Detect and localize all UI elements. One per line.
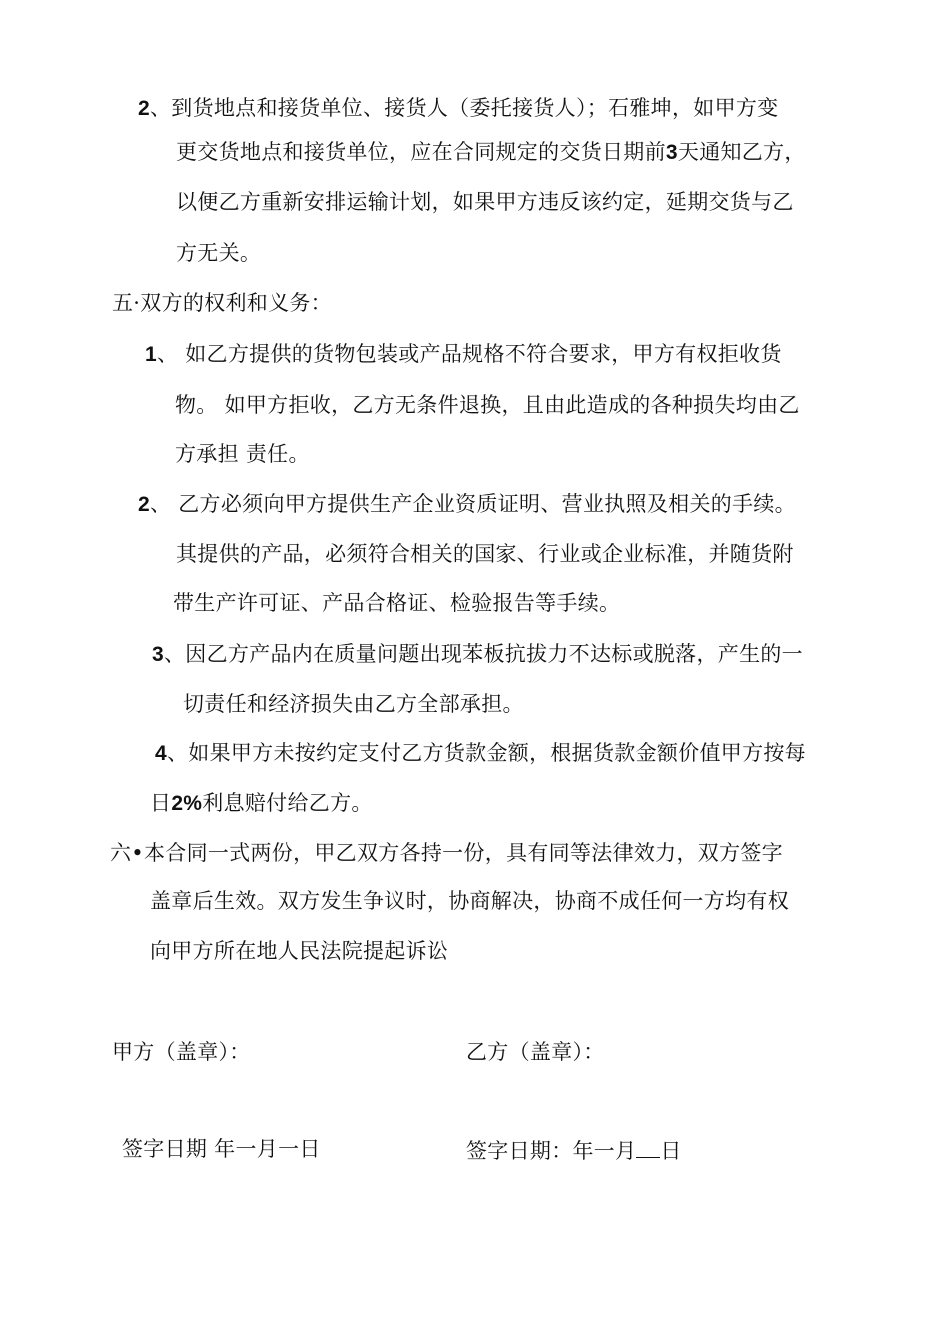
- party-a-date-label: 签字日期 年一月一日: [122, 1137, 321, 1161]
- s5-item1-line3: 方承担 责任。: [175, 442, 310, 466]
- s4-item2-line3: 以便乙方重新安排运输计划，如果甲方违反该约定，延期交货与乙: [176, 190, 794, 214]
- s5-item1-line1: 1、 如乙方提供的货物包装或产品规格不符合要求，甲方有权拒收货: [145, 342, 782, 366]
- s6-line2: 盖章后生效。双方发生争议时，协商解决，协商不成任何一方均有权: [150, 889, 789, 913]
- s5-item4-line2: 日2%利息赔付给乙方。: [150, 791, 373, 815]
- s4-item2-line1: 2、到货地点和接货单位、接货人（委托接货人）；石雅坤，如甲方变: [138, 96, 779, 120]
- date-blank-line: [636, 1135, 660, 1158]
- s6-line3: 向甲方所在地人民法院提起诉讼: [150, 939, 449, 963]
- section5-heading: 五·双方的权利和义务：: [112, 291, 332, 315]
- party-b-date-label: 签字日期：年一月 日: [466, 1135, 682, 1165]
- s5-item2-line3: 带生产许可证、产品合格证、检验报告等手续。: [173, 591, 621, 615]
- s4-item2-line4: 方无关。: [176, 241, 262, 265]
- s5-item4-line1: 4、如果甲方未按约定支付乙方货款金额，根据货款金额价值甲方按每: [155, 741, 806, 765]
- s5-item1-line2: 物。 如甲方拒收，乙方无条件退换，且由此造成的各种损失均由乙: [175, 393, 800, 417]
- s5-item2-line2: 其提供的产品，必须符合相关的国家、行业或企业标准，并随货附: [176, 542, 794, 566]
- party-b-seal-label: 乙方（盖章）：: [466, 1040, 605, 1064]
- s4-item2-number: 2: [138, 97, 150, 120]
- s5-item2-line1: 2、 乙方必须向甲方提供生产企业资质证明、营业执照及相关的手续。: [138, 492, 796, 516]
- s4-item2-line2: 更交货地点和接货单位，应在合同规定的交货日期前3天通知乙方，: [176, 140, 806, 164]
- s5-item3-line2: 切责任和经济损失由乙方全部承担。: [183, 692, 524, 716]
- party-a-seal-label: 甲方（盖章）：: [112, 1040, 251, 1064]
- s5-item3-line1: 3、因乙方产品内在质量问题出现苯板抗拔力不达标或脱落，产生的一: [152, 642, 803, 666]
- s6-line1: 六•本合同一式两份，甲乙双方各持一份，具有同等法律效力，双方签字: [110, 841, 783, 865]
